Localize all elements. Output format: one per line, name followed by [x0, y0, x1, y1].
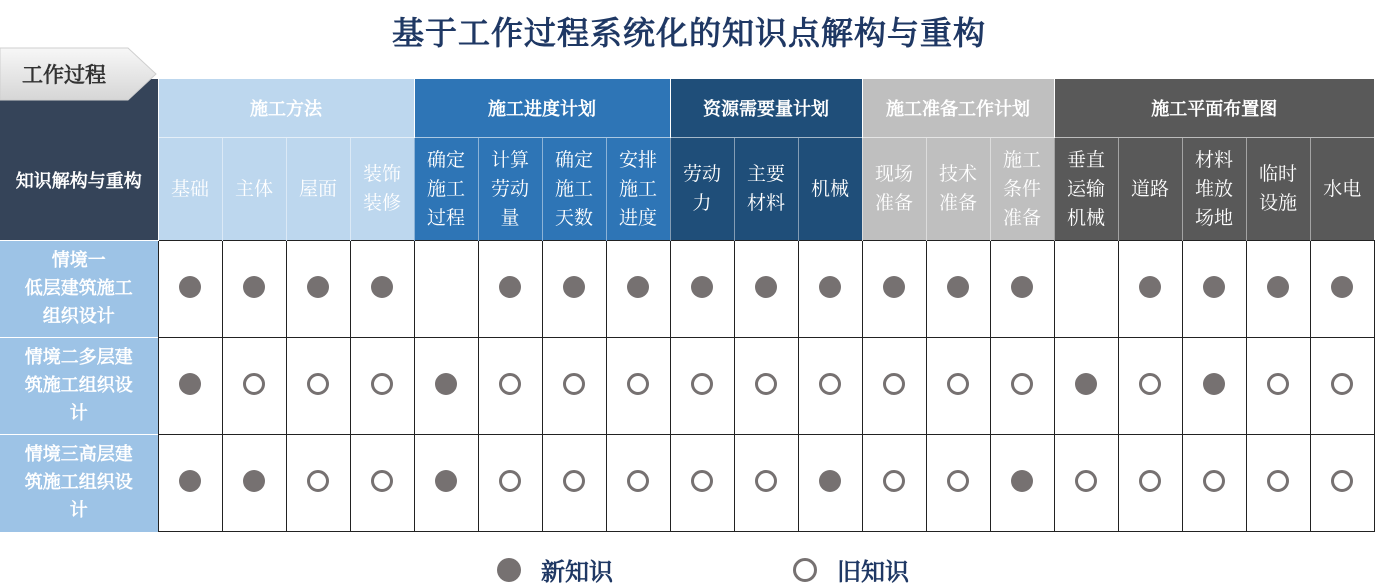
old-knowledge-circle-icon	[563, 470, 585, 492]
matrix-cell	[670, 435, 734, 532]
old-knowledge-circle-icon	[755, 470, 777, 492]
matrix-cell	[1310, 338, 1374, 435]
column-header-1: 主体	[222, 138, 286, 241]
matrix-cell	[606, 338, 670, 435]
new-knowledge-dot-icon	[1075, 373, 1097, 395]
matrix-cell	[414, 435, 478, 532]
matrix-cell	[1310, 241, 1374, 338]
group-header-0: 施工方法	[158, 79, 414, 138]
knowledge-matrix	[0, 79, 1375, 532]
matrix-cell	[350, 435, 414, 532]
matrix-cell	[862, 435, 926, 532]
new-knowledge-dot-icon	[947, 276, 969, 298]
matrix-cell	[414, 241, 478, 338]
old-knowledge-circle-icon	[755, 373, 777, 395]
new-knowledge-dot-icon	[819, 470, 841, 492]
old-knowledge-circle-icon	[627, 470, 649, 492]
column-header-16: 材料 堆放 场地	[1182, 138, 1246, 241]
old-knowledge-circle-icon	[1331, 373, 1353, 395]
new-knowledge-dot-icon	[627, 276, 649, 298]
old-knowledge-circle-icon	[883, 470, 905, 492]
old-knowledge-circle-icon	[243, 373, 265, 395]
group-header-row	[0, 79, 1374, 138]
matrix-cell	[1054, 338, 1118, 435]
new-knowledge-dot-icon	[883, 276, 905, 298]
matrix-cell	[1118, 338, 1182, 435]
old-knowledge-circle-icon	[307, 470, 329, 492]
matrix-cell	[670, 241, 734, 338]
scenario-label-2: 情境三高层建 筑施工组织设 计	[0, 435, 158, 532]
matrix-cell	[286, 435, 350, 532]
scenario-row-0	[0, 241, 1374, 338]
matrix-cell	[862, 241, 926, 338]
matrix-cell	[1182, 435, 1246, 532]
old-knowledge-circle-icon	[627, 373, 649, 395]
new-knowledge-dot-icon	[435, 373, 457, 395]
matrix-cell	[1182, 338, 1246, 435]
corner-header	[0, 79, 158, 241]
legend-item-1	[793, 552, 909, 587]
legend-label-1: 旧知识	[837, 558, 909, 586]
column-header-7: 安排 施工 进度	[606, 138, 670, 241]
matrix-cell	[1118, 435, 1182, 532]
matrix-cell	[734, 338, 798, 435]
column-header-17: 临时 设施	[1246, 138, 1310, 241]
matrix-cell	[990, 338, 1054, 435]
column-header-8: 劳动 力	[670, 138, 734, 241]
old-knowledge-circle-icon	[1139, 373, 1161, 395]
legend-label-0: 新知识	[541, 558, 613, 586]
old-knowledge-circle-icon	[947, 373, 969, 395]
matrix-cell	[1054, 435, 1118, 532]
old-knowledge-circle-icon	[691, 373, 713, 395]
group-header-1: 施工进度计划	[414, 79, 670, 138]
matrix-cell	[350, 338, 414, 435]
scenario-label-0: 情境一 低层建筑施工 组织设计	[0, 241, 158, 338]
column-header-6: 确定 施工 天数	[542, 138, 606, 241]
matrix-cell	[606, 241, 670, 338]
process-tag-label: 工作过程	[22, 63, 106, 87]
column-header-3: 装饰 装修	[350, 138, 414, 241]
new-knowledge-dot-icon	[179, 276, 201, 298]
old-knowledge-circle-icon	[1139, 470, 1161, 492]
new-knowledge-dot-icon	[1011, 276, 1033, 298]
matrix-cell	[798, 241, 862, 338]
new-knowledge-dot-icon	[1203, 373, 1225, 395]
old-knowledge-circle-icon	[1267, 470, 1289, 492]
matrix-cell	[926, 241, 990, 338]
column-header-0: 基础	[158, 138, 222, 241]
old-knowledge-circle-icon	[499, 470, 521, 492]
old-knowledge-circle-icon	[691, 470, 713, 492]
legend	[0, 552, 1378, 588]
matrix-cell	[542, 435, 606, 532]
matrix-cell	[286, 241, 350, 338]
new-knowledge-dot-icon	[755, 276, 777, 298]
column-header-row	[0, 138, 1374, 241]
matrix-cell	[542, 241, 606, 338]
scenario-row-2	[0, 435, 1374, 532]
new-knowledge-dot-icon	[563, 276, 585, 298]
new-knowledge-dot-icon	[1139, 276, 1161, 298]
group-header-4: 施工平面布置图	[1054, 79, 1374, 138]
matrix-cell	[926, 338, 990, 435]
matrix-cell	[542, 338, 606, 435]
new-knowledge-dot-icon	[179, 470, 201, 492]
old-knowledge-circle-icon	[947, 470, 969, 492]
column-header-5: 计算 劳动 量	[478, 138, 542, 241]
matrix-cell	[414, 338, 478, 435]
new-knowledge-dot-icon	[435, 470, 457, 492]
old-knowledge-circle-icon	[1075, 470, 1097, 492]
matrix-cell	[478, 241, 542, 338]
matrix-cell	[670, 338, 734, 435]
matrix-cell	[990, 435, 1054, 532]
matrix-cell	[862, 338, 926, 435]
matrix-cell	[222, 241, 286, 338]
old-knowledge-circle-icon	[1011, 373, 1033, 395]
matrix-cell	[1118, 241, 1182, 338]
old-knowledge-circle-icon	[499, 373, 521, 395]
scenario-row-1	[0, 338, 1374, 435]
new-knowledge-dot-icon	[1331, 276, 1353, 298]
matrix-cell	[1246, 338, 1310, 435]
page-title: 基于工作过程系统化的知识点解构与重构	[391, 14, 986, 52]
new-knowledge-dot-icon	[307, 276, 329, 298]
matrix-cell	[1182, 241, 1246, 338]
matrix-cell	[222, 435, 286, 532]
column-header-12: 技术 准备	[926, 138, 990, 241]
matrix-cell	[798, 338, 862, 435]
old-knowledge-circle-icon	[1267, 373, 1289, 395]
column-header-9: 主要 材料	[734, 138, 798, 241]
matrix-cell	[158, 435, 222, 532]
column-header-10: 机械	[798, 138, 862, 241]
column-header-13: 施工 条件 准备	[990, 138, 1054, 241]
old-knowledge-circle-icon	[819, 373, 841, 395]
corner-label: 知识解构与重构	[15, 170, 142, 192]
scenario-label-1: 情境二多层建 筑施工组织设 计	[0, 338, 158, 435]
matrix-cell	[286, 338, 350, 435]
new-knowledge-dot-icon	[243, 276, 265, 298]
matrix-cell	[478, 435, 542, 532]
old-knowledge-circle-icon	[1331, 470, 1353, 492]
matrix-cell	[734, 241, 798, 338]
matrix-cell	[926, 435, 990, 532]
group-header-3: 施工准备工作计划	[862, 79, 1054, 138]
old-knowledge-circle-icon	[371, 470, 393, 492]
group-header-2: 资源需要量计划	[670, 79, 862, 138]
column-header-18: 水电	[1310, 138, 1374, 241]
new-knowledge-dot-icon	[371, 276, 393, 298]
column-header-14: 垂直 运输 机械	[1054, 138, 1118, 241]
new-knowledge-dot-icon	[179, 373, 201, 395]
old-knowledge-circle-icon	[563, 373, 585, 395]
matrix-cell	[1246, 435, 1310, 532]
matrix-cell	[1246, 241, 1310, 338]
matrix-cell	[158, 241, 222, 338]
new-knowledge-dot-icon	[499, 276, 521, 298]
matrix-cell	[222, 338, 286, 435]
process-tag	[0, 46, 158, 102]
column-header-2: 屋面	[286, 138, 350, 241]
matrix-cell	[1054, 241, 1118, 338]
old-knowledge-circle-icon	[307, 373, 329, 395]
matrix-cell	[1310, 435, 1374, 532]
new-knowledge-dot-icon	[497, 558, 521, 582]
new-knowledge-dot-icon	[1011, 470, 1033, 492]
new-knowledge-dot-icon	[1267, 276, 1289, 298]
legend-item-0	[497, 552, 613, 587]
new-knowledge-dot-icon	[691, 276, 713, 298]
new-knowledge-dot-icon	[243, 470, 265, 492]
matrix-cell	[350, 241, 414, 338]
matrix-cell	[990, 241, 1054, 338]
matrix-cell	[158, 338, 222, 435]
matrix-cell	[798, 435, 862, 532]
matrix-cell	[734, 435, 798, 532]
new-knowledge-dot-icon	[1203, 276, 1225, 298]
matrix-cell	[606, 435, 670, 532]
old-knowledge-circle-icon	[371, 373, 393, 395]
column-header-4: 确定 施工 过程	[414, 138, 478, 241]
column-header-15: 道路	[1118, 138, 1182, 241]
old-knowledge-circle-icon	[1203, 470, 1225, 492]
old-knowledge-circle-icon	[883, 373, 905, 395]
old-knowledge-circle-icon	[793, 558, 817, 582]
column-header-11: 现场 准备	[862, 138, 926, 241]
new-knowledge-dot-icon	[819, 276, 841, 298]
matrix-cell	[478, 338, 542, 435]
